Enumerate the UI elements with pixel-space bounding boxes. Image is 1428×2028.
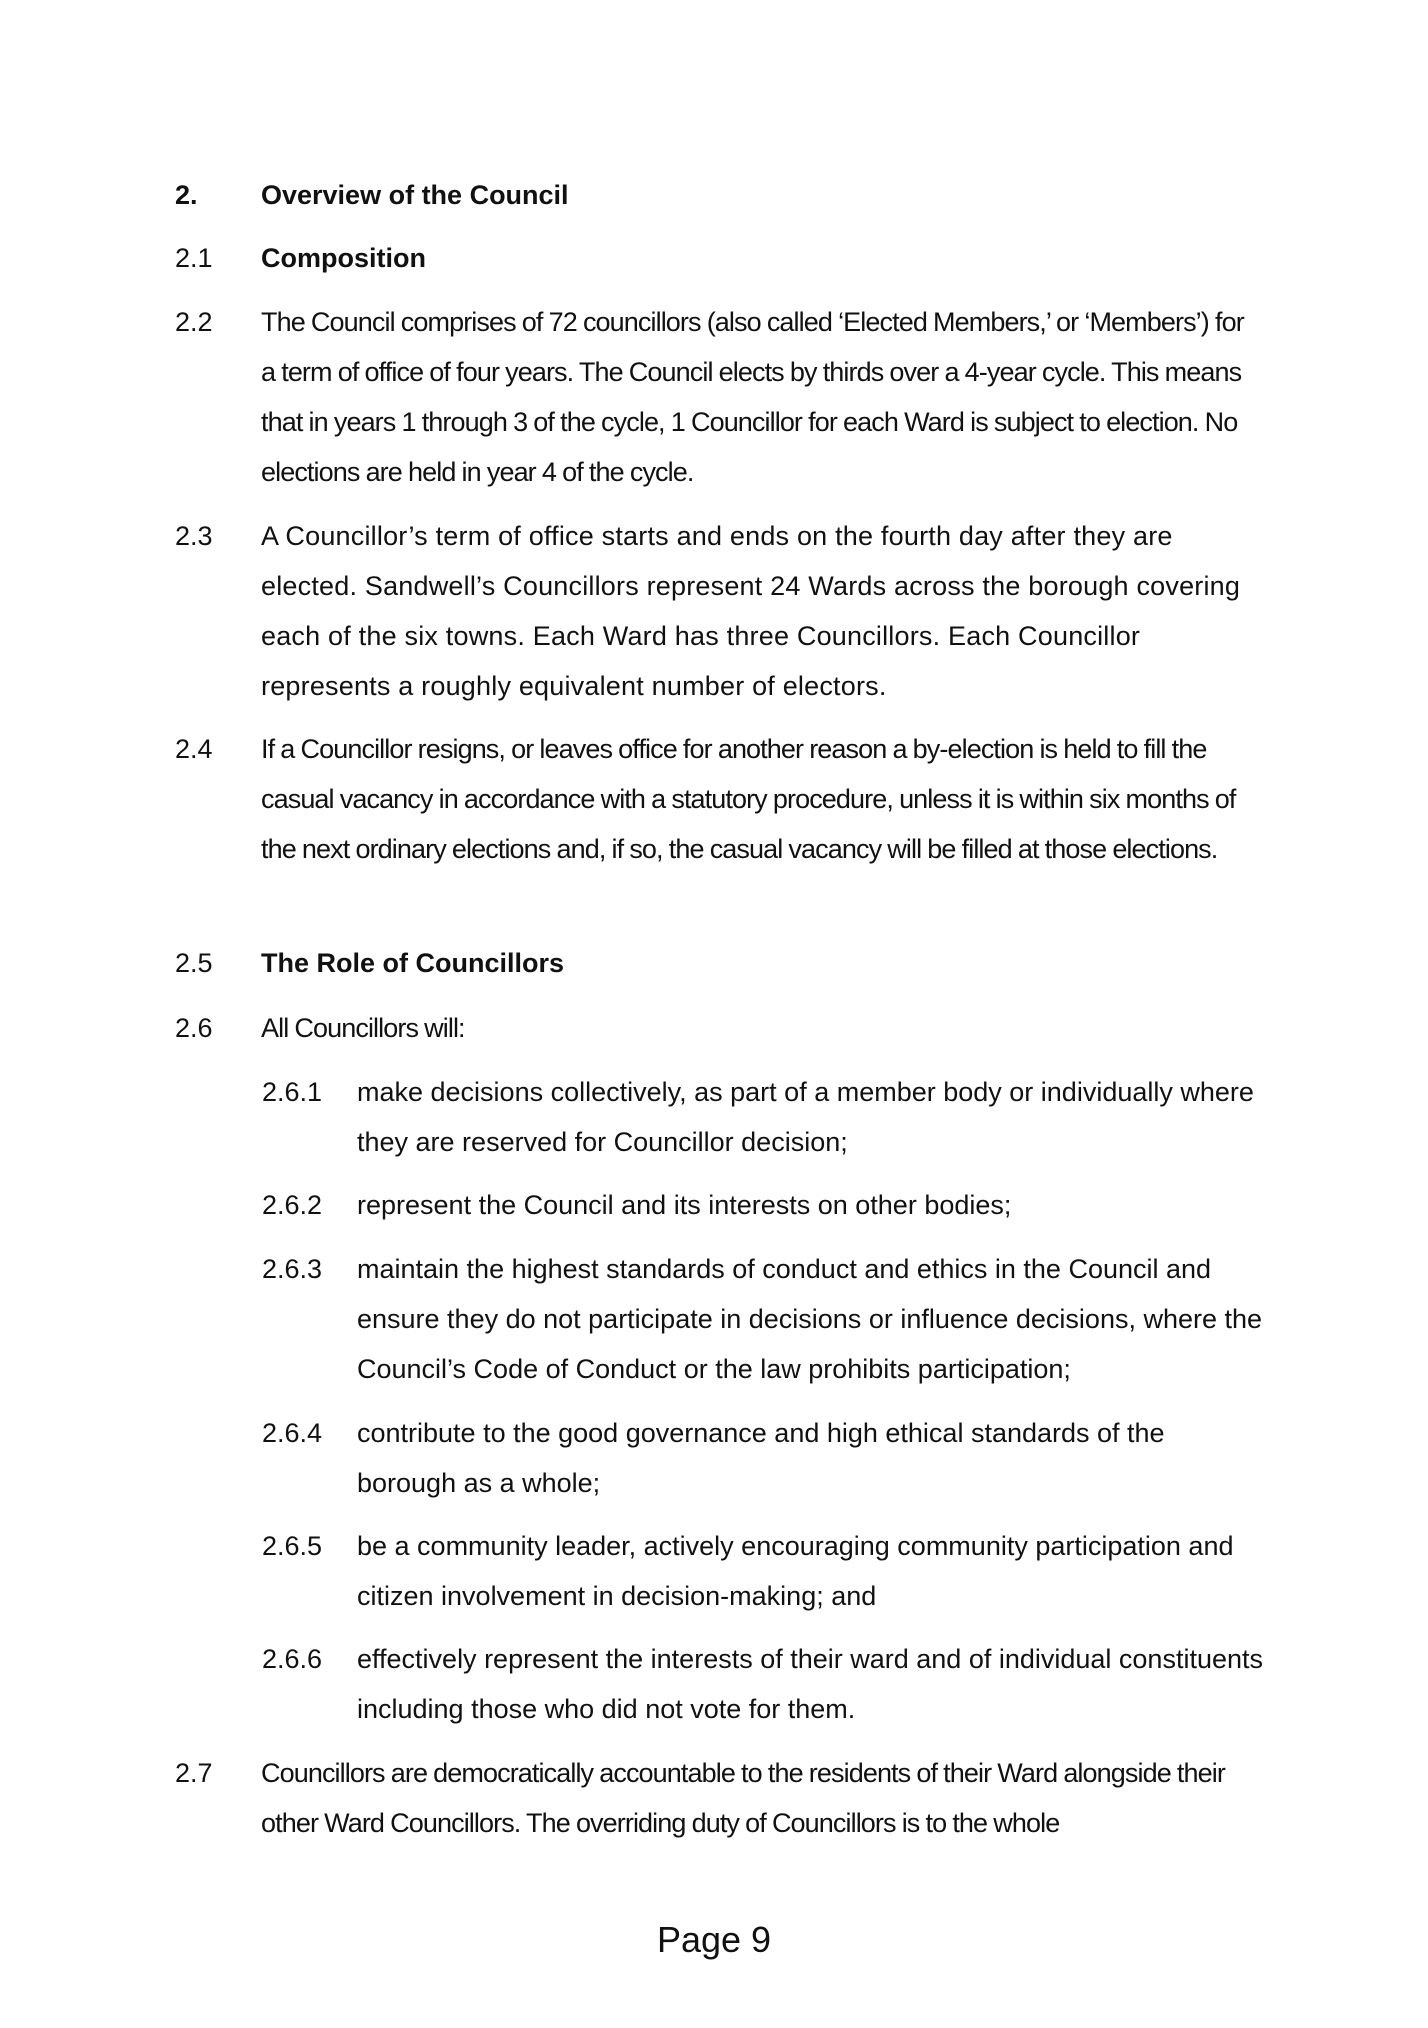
list-item-text: effectively represent the interests of their ward and of individual constituents including those who did not vote for them. (357, 1644, 1264, 1724)
paragraph-number: 2.5 (175, 948, 213, 978)
list-item-number: 2.6.1 (262, 1077, 323, 1107)
list-item-text: contribute to the good governance and high ethical standards of the borough as a whole; (357, 1418, 1165, 1498)
subheading-composition: Composition (261, 243, 426, 273)
paragraph-text: The Council comprises of 72 councillors (also called ‘Elected Members,’ or ‘Members’) for a term of office of four years. The Council elects by thirds over a 4-year cycle. This means that in years 1 through 3 of the cycle, 1 Councillor for each Ward is subject to election. No elections are held in year 4 of the cycle. (261, 307, 1244, 487)
paragraph-number: 2.4 (175, 734, 213, 764)
list-item-number: 2.6.6 (262, 1644, 323, 1674)
paragraph-text: If a Councillor resigns, or leaves office for another reason a by-election is held to fill the casual vacancy in accordance with a statutory procedure, unless it is within six months of the next ordinary elections and, if so, the casual vacancy will be filled at those elections. (261, 734, 1236, 864)
paragraph-number: 2.1 (175, 243, 213, 273)
list-item-text: represent the Council and its interests on other bodies; (357, 1190, 1012, 1220)
paragraph-number: 2.6 (175, 1013, 213, 1043)
list-item-number: 2.6.4 (262, 1418, 323, 1448)
paragraph-text: All Councillors will: (261, 1013, 465, 1043)
paragraph-number: 2.7 (175, 1758, 213, 1788)
paragraph-text: A Councillor’s term of office starts and ends on the fourth day after they are elected. Sandwell’s Councillors represent 24 Wards across the borough covering each of the six towns. Each Ward has three Councillors. Each Councillor represents a roughly equivalent number of electors. (261, 521, 1241, 701)
paragraph-number: 2.3 (175, 521, 213, 551)
paragraph-text: Councillors are democratically accountable to the residents of their Ward alongside their other Ward Councillors. The overriding duty of Councillors is to the whole (261, 1758, 1225, 1838)
list-item-text: be a community leader, actively encouraging community participation and citizen involvement in decision-making; and (357, 1531, 1234, 1611)
list-item-number: 2.6.5 (262, 1531, 323, 1561)
section-title: Overview of the Council (261, 180, 569, 210)
list-item-number: 2.6.2 (262, 1190, 323, 1220)
list-item-text: make decisions collectively, as part of a member body or individually where they are reserved for Councillor decision; (357, 1077, 1254, 1157)
page-number: Page 9 (656, 1919, 772, 1960)
paragraph-number: 2.2 (175, 307, 213, 337)
subheading-role-of-councillors: The Role of Councillors (261, 948, 565, 978)
list-item-number: 2.6.3 (262, 1254, 323, 1284)
list-item-text: maintain the highest standards of conduct and ethics in the Council and ensure they do not participate in decisions or influence decisions, where the Council’s Code of Conduct or the law prohibits participation; (357, 1254, 1263, 1384)
section-number: 2. (175, 180, 198, 210)
